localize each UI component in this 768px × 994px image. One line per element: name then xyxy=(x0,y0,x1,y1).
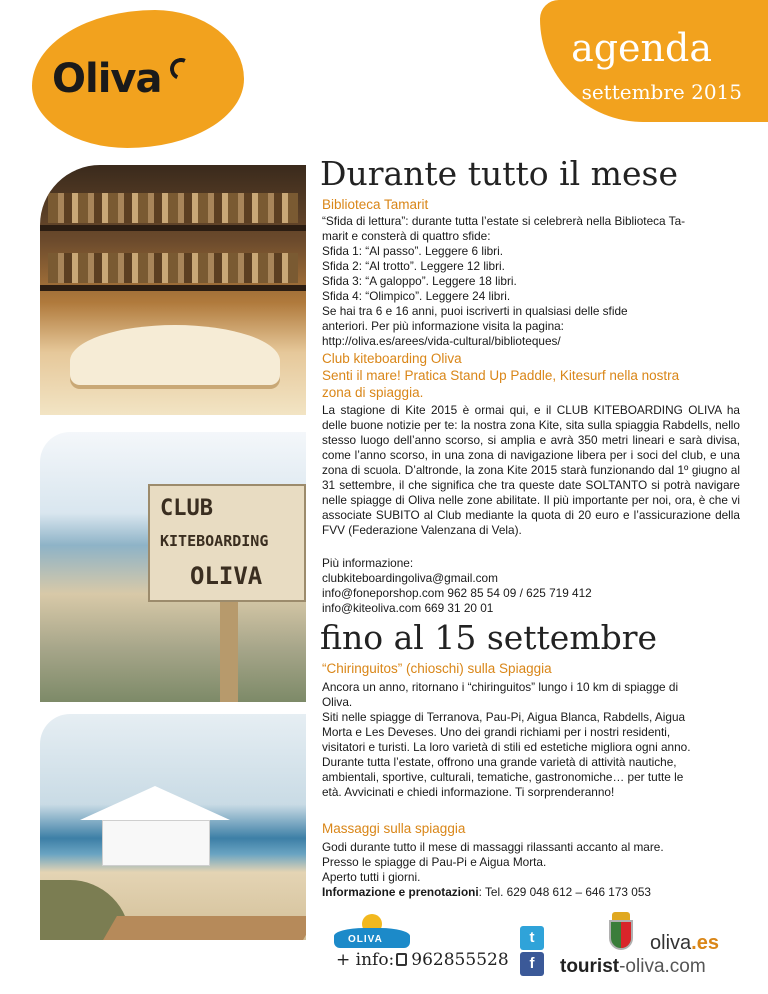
text-line: Siti nelle spiagge di Terranova, Pau-Pi, Aigua Blanca, Rabdells, Aigua xyxy=(322,710,686,724)
site-1-tld: .es xyxy=(691,932,719,954)
beach-kiosk-photo xyxy=(40,714,306,940)
text-line: Presso le spiagge di Pau-Pi e Aigua Morta. xyxy=(322,855,547,869)
text-line: Ancora un anno, ritornano i “chiringuitos” lungo i 10 km di spiagge di xyxy=(322,680,679,694)
agenda-title: agenda xyxy=(571,26,712,70)
text-line: Durante tutta l’estate, offrono una grande varietà di attività nautiche, xyxy=(322,755,677,769)
sun-logo-word: OLIVA xyxy=(348,934,383,945)
text-line: “Sfida di lettura”: durante tutta l’estate si celebrerà nella Biblioteca Ta- xyxy=(322,214,686,228)
sign-line: KITEBOARDING xyxy=(160,532,269,550)
library-link[interactable]: http://oliva.es/arees/vida-cultural/biblioteques/ xyxy=(322,334,561,348)
info-label: Informazione e prenotazioni xyxy=(322,885,479,899)
text-line: Sfida 3: “A galoppo”. Leggere 18 libri. xyxy=(322,274,517,288)
kite-contacts xyxy=(322,556,740,616)
books-photo xyxy=(40,165,306,415)
sign-post xyxy=(220,602,238,702)
kite-body: La stagione di Kite 2015 è ormai qui, e il CLUB KITEBOARDING OLIVA ha delle buone notizie per te: la nostra zona Kite, sita sulla spiaggia Rabdells, nello stesso luogo dell’anno scorso, si amplia e avrà 350 metri lineari e sarà divisa, come l’anno scorso, in una zona di navigazione libera per i soci del club, e una zona di scuola. D’altronde, la zona Kite 2015 starà funzionando dal 1º giugno al 31 settembre, il che significa che tra queste date SOLTANTO si potrà navigare nelle spiagge di Oliva nelle zone abilitate. Il più importante per noi, ora, è che vi associate SUBITO al Club mediante la quota di 20 euro e l’assicurazione della FVV (Federazione Valenzana di Vela). xyxy=(322,403,740,537)
text-line: età. Avvicinati e chiedi informazione. Ti sorprenderanno! xyxy=(322,785,615,799)
kite-title: Club kiteboarding Oliva xyxy=(322,351,462,366)
coat-of-arms-icon xyxy=(608,912,634,952)
agenda-banner xyxy=(540,0,768,122)
oliva-sun-logo xyxy=(334,912,410,946)
site-2-tail: -oliva.com xyxy=(619,956,706,977)
book-row xyxy=(48,193,298,223)
open-book xyxy=(70,325,280,385)
shield-icon xyxy=(609,920,633,950)
text-line: Sfida 4: “Olimpico”. Leggere 24 libri. xyxy=(322,289,511,303)
text-line: Aperto tutti i giorni. xyxy=(322,870,421,884)
kiosk-body xyxy=(102,820,210,866)
phone-number: 962855528 xyxy=(411,950,509,970)
text-line: Morta e Les Deveses. Uno dei grandi richiami per i nostri residenti, xyxy=(322,725,671,739)
shelf xyxy=(40,285,306,291)
site-1-name: oliva xyxy=(650,932,692,954)
info-prefix: + info: xyxy=(336,950,395,970)
text-line: ambientali, sportive, culturali, tematiche, gastronomiche… per tutte le xyxy=(322,770,684,784)
crown-icon xyxy=(612,912,630,920)
kiosk-roof xyxy=(80,786,230,820)
section-heading-until: fino al 15 settembre xyxy=(320,618,658,657)
site-oliva-es[interactable] xyxy=(650,932,719,955)
text-line: anteriori. Per più informazione visita la pagina: xyxy=(322,319,564,333)
contact-line: info@kiteoliva.com 669 31 20 01 xyxy=(322,601,494,615)
book-row xyxy=(48,253,298,283)
contact-label: Più informazione: xyxy=(322,556,414,570)
text-line: visitatori e turisti. La loro varietà di stili ed estetiche migliora ogni anno. xyxy=(322,740,691,754)
text-line: marit e consterà di quattro sfide: xyxy=(322,229,491,243)
club-sign xyxy=(148,484,306,602)
phone-icon xyxy=(396,953,407,966)
kite-tagline: Senti il mare! Pratica Stand Up Paddle, Kitesurf nella nostra xyxy=(322,368,680,383)
text-line: Oliva. xyxy=(322,695,353,709)
site-tourist-oliva[interactable] xyxy=(560,956,706,978)
library-text xyxy=(322,214,740,349)
library-title: Biblioteca Tamarit xyxy=(322,197,429,212)
text-line: Sfida 2: “Al trotto”. Leggere 12 libri. xyxy=(322,259,505,273)
sign-line: CLUB xyxy=(160,496,213,521)
kiteboarding-photo xyxy=(40,432,306,702)
section-heading-month: Durante tutto il mese xyxy=(320,154,678,193)
sign-line: OLIVA xyxy=(190,562,263,590)
contact-email[interactable]: clubkiteboardingoliva@gmail.com xyxy=(322,571,498,585)
info-phone xyxy=(336,950,509,970)
text-line: Se hai tra 6 e 16 anni, puoi iscriverti in qualsiasi delle sfide xyxy=(322,304,628,318)
shield-half xyxy=(621,922,631,948)
kite-tagline: zona di spiaggia. xyxy=(322,385,424,400)
oliva-logo: Oliva xyxy=(52,56,162,102)
kiosks-text xyxy=(322,680,740,800)
site-2-name: tourist xyxy=(560,956,620,977)
massage-title: Massaggi sulla spiaggia xyxy=(322,821,466,836)
text-line: Sfida 1: “Al passo”. Leggere 6 libri. xyxy=(322,244,503,258)
boardwalk xyxy=(103,916,306,940)
kiosks-title: “Chiringuitos” (chioschi) sulla Spiaggia xyxy=(322,661,552,676)
text-line: Godi durante tutto il mese di massaggi rilassanti accanto al mare. xyxy=(322,840,664,854)
massage-info xyxy=(322,885,740,900)
facebook-icon[interactable]: f xyxy=(520,952,544,976)
twitter-icon[interactable]: t xyxy=(520,926,544,950)
contact-line: info@foneporshop.com 962 85 54 09 / 625 719 412 xyxy=(322,586,592,600)
massage-text xyxy=(322,840,740,900)
shelf xyxy=(40,225,306,231)
info-value: : Tel. 629 048 612 – 646 173 053 xyxy=(478,885,651,899)
agenda-subtitle: settembre 2015 xyxy=(581,80,742,104)
